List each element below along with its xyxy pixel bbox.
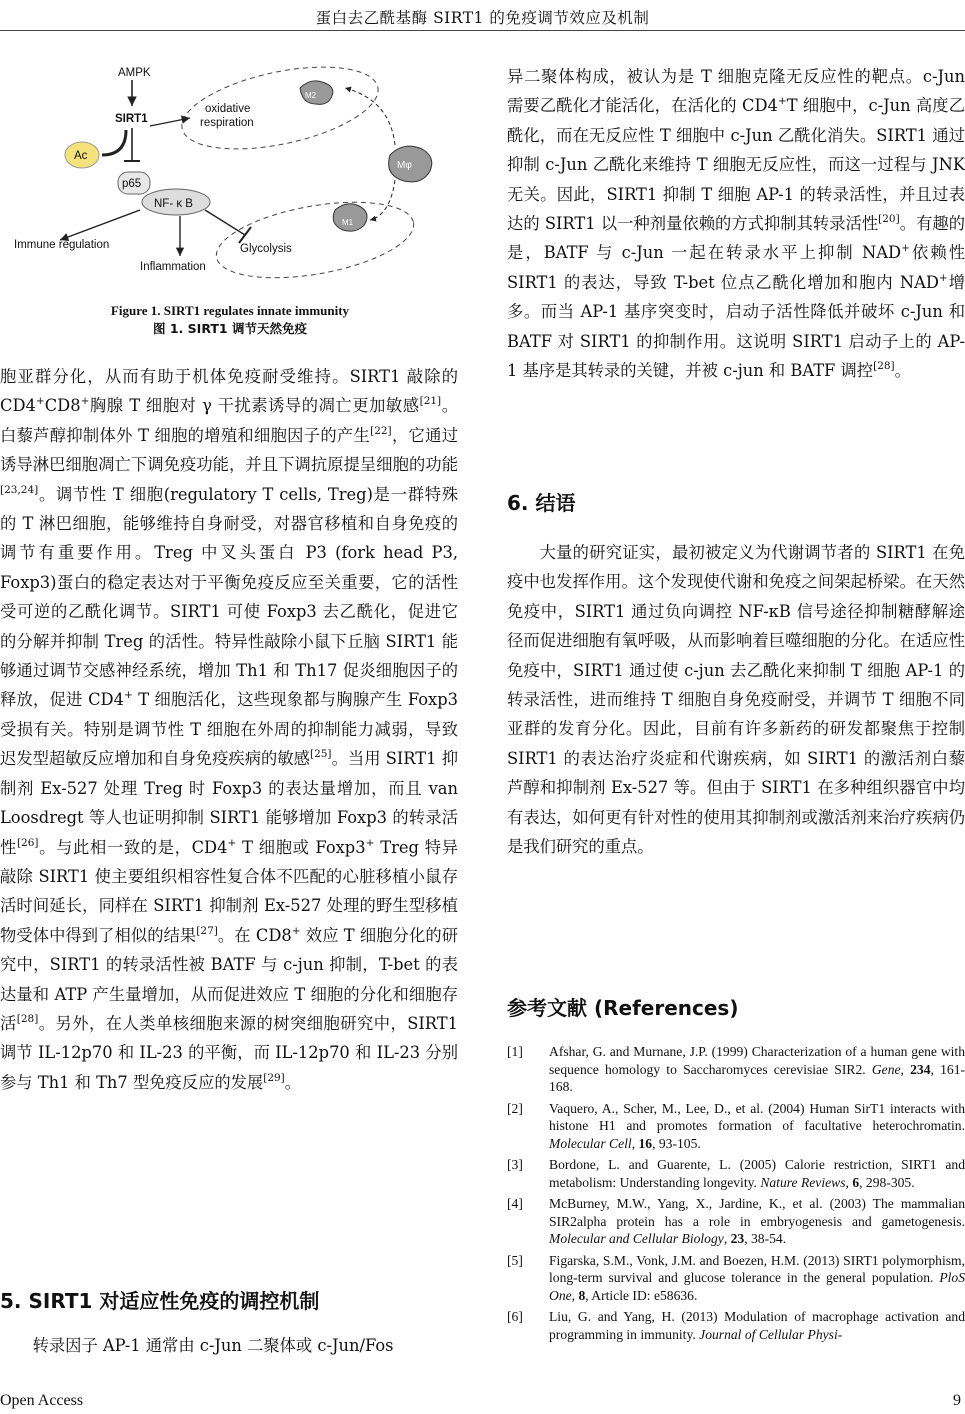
reference-item xyxy=(507,1043,965,1096)
reference-text: Bordone, L. and Guarente, L. (2005) Calorie restriction, SIRT1 and metabolism: Understanding longevity. Nature Reviews, 6, 298-305. xyxy=(549,1157,965,1190)
references-heading: 参考文献 (References) xyxy=(507,996,739,1020)
reference-item xyxy=(507,1252,965,1305)
label-respiration: respiration xyxy=(200,117,254,129)
label-immune-regulation: Immune regulation xyxy=(14,239,110,251)
reference-item xyxy=(507,1100,965,1153)
page-number: 9 xyxy=(953,1392,961,1409)
left-column-text xyxy=(0,362,458,1097)
label-ac: Ac xyxy=(74,150,88,162)
reference-text: McBurney, M.W., Yang, X., Jardine, K., et al. (2003) The mammalian SIR2alpha protein has a role in embryogenesis and gametogenesis. Molecular and Cellular Biology, 23, 38-54. xyxy=(549,1196,965,1246)
section-6-text xyxy=(507,538,965,861)
section-5-text xyxy=(0,1331,458,1360)
reference-text: Figarska, S.M., Vonk, J.M. and Boezen, H.M. (2013) SIRT1 polymorphism, long-term survival and glucose tolerance in the general population. PloS One, 8, Article ID: e58636. xyxy=(549,1252,965,1303)
reference-number: [3] xyxy=(507,1157,523,1172)
reference-item xyxy=(507,1156,965,1191)
section-5-heading: 5. SIRT1 对适应性免疫的调控机制 xyxy=(0,1289,320,1313)
label-glycolysis: Glycolysis xyxy=(240,243,292,255)
label-nfkb: NF- κ B xyxy=(154,198,193,210)
right-column-text xyxy=(507,62,965,385)
reference-text: Liu, G. and Yang, H. (2013) Modulation of macrophage activation and programming in immunity. Journal of Cellular Physi- xyxy=(549,1309,965,1342)
label-m1: M1 xyxy=(342,218,354,227)
section-5-paragraph: 转录因子 AP-1 通常由 c-Jun 二聚体或 c-Jun/Fos xyxy=(32,1336,394,1355)
caption-en: Figure 1. SIRT1 regulates innate immunity xyxy=(110,303,350,318)
reference-item xyxy=(507,1195,965,1248)
caption-zh: 图 1. SIRT1 调节天然免疫 xyxy=(153,321,307,336)
section-6-paragraph: 大量的研究证实，最初被定义为代谢调节者的 SIRT1 在免疫中也发挥作用。这个发现使代谢和免疫之间架起桥梁。在天然免疫中，SIRT1 通过负向调控 NF-κB 信号途径抑制糖酵解途径而促进细胞有氧呼吸，从而影响着巨噬细胞的分化。在适应性免疫中，SIRT1 通过使 c-jun 去乙酰化来抑制 T 细胞 AP-1 的转录活性，进而维持 T 细胞自身免疫耐受，并调节 T 细胞不同亚群的发育分化。因此，目前有许多新药的研发都聚焦于控制 SIRT1 的表达治疗炎症和代谢疾病，如 SIRT1 的激活剂白藜芦醇和抑制剂 Ex-527 等。但由于 SIRT1 在多种组织器官中均有表达，如何更有针对性的使用其抑制剂或激活剂来治疗疾病仍是我们研究的重点。 xyxy=(507,543,965,857)
left-paragraph: 胞亚群分化，从而有助于机体免疫耐受维持。SIRT1 敲除的 CD4+CD8+胸腺 T 细胞对 γ 干扰素诱导的凋亡更加敏感[21]。白藜芦醇抑制体外 T 细胞的增殖和细胞因子的产生[22]，它通过诱导淋巴细胞凋亡下调免疫功能，并且下调抗原提呈细胞的功能[23,24]。调节性 T 细胞(regulatory T cells, Treg)是一群特殊的 T 淋巴细胞，能够维持自身耐受，对器官移植和自身免疫的调节有重要作用。Treg 中叉头蛋白 P3 (fork head P3, Foxp3)蛋白的稳定表达对于平衡免疫反应至关重要，它的活性受可逆的乙酰化调节。SIRT1 可使 Foxp3 去乙酰化，促进它的分解并抑制 Treg 的活性。特异性敲除小鼠下丘脑 SIRT1 能够通过调节交感神经系统，增加 Th1 和 Th17 促炎细胞因子的释放，促进 CD4+ T 细胞活化，这些现象都与胸腺产生 Foxp3 受损有关。特别是调节性 T 细胞在外周的抑制能力减弱，导致迟发型超敏反应增加和自身免疫疾病的敏感[25]。当用 SIRT1 抑制剂 Ex-527 处理 Treg 时 Foxp3 的表达量增加，而且 van Loosdregt 等人也证明抑制 SIRT1 能够增加 Foxp3 的转录活性[26]。与此相一致的是，CD4+ T 细胞或 Foxp3+ Treg 特异敲除 SIRT1 使主要组织相容性复合体不匹配的心脏移植小鼠存活时间延长，同样在 SIRT1 抑制剂 Ex-527 处理的野生型移植物受体中得到了相似的结果[27]。在 CD8+ 效应 T 细胞分化的研究中，SIRT1 的转录活性被 BATF 与 c-jun 抑制，T-bet 的表达量和 ATP 产生量增加，从而促进效应 T 细胞的分化和细胞存活[28]。另外，在人类单核细胞来源的树突细胞研究中，SIRT1 调节 IL-12p70 和 IL-23 的平衡，而 IL-12p70 和 IL-23 分别参与 Th1 和 Th7 型免疫反应的发展[29]。 xyxy=(0,367,459,1092)
figure-caption xyxy=(0,302,460,338)
label-sirt1: SIRT1 xyxy=(115,113,148,125)
reference-number: [5] xyxy=(507,1252,523,1268)
running-header: 蛋白去乙酰基酶 SIRT1 的免疫调节效应及机制 xyxy=(315,9,650,27)
reference-number: [2] xyxy=(507,1100,523,1116)
label-inflammation: Inflammation xyxy=(140,261,206,273)
reference-number: [1] xyxy=(507,1044,523,1059)
label-ampk: AMPK xyxy=(118,67,151,79)
reference-number: [4] xyxy=(507,1196,523,1211)
reference-text: Vaquero, A., Scher, M., Lee, D., et al. (2004) Human SirT1 interacts with histone H1 and promotes formation of facultative heterochromatin. Molecular Cell, 16, 93-105. xyxy=(549,1100,965,1151)
label-mphi: Mφ xyxy=(397,160,412,171)
label-m2: M2 xyxy=(305,91,317,100)
footer-open-access: Open Access xyxy=(0,1392,84,1409)
header-rule xyxy=(0,30,965,31)
label-oxidative: oxidative xyxy=(205,103,251,115)
references-list xyxy=(507,1043,965,1347)
reference-number: [6] xyxy=(507,1309,523,1324)
figure-1-diagram xyxy=(0,60,460,300)
reference-text: Afshar, G. and Murnane, J.P. (1999) Characterization of a human gene with sequence homology to Saccharomyces cerevisiae SIR2. Gene, 234, 161-168. xyxy=(549,1044,965,1094)
label-p65: p65 xyxy=(122,178,142,190)
reference-item xyxy=(507,1308,965,1343)
right-paragraph: 异二聚体构成，被认为是 T 细胞克隆无反应性的靶点。c-Jun 需要乙酰化才能活化，在活化的 CD4+T 细胞中，c-Jun 高度乙酰化，而在无反应性 T 细胞中 c-Jun 乙酰化消失。SIRT1 通过抑制 c-Jun 乙酰化来维持 T 细胞无反应性，而这一过程与 JNK 无关。因此，SIRT1 抑制 T 细胞 AP-1 的转录活性，并且过表达的 SIRT1 以一种剂量依赖的方式抑制其转录活性[20]。有趣的是，BATF 与 c-Jun 一起在转录水平上抑制 NAD+依赖性 SIRT1 的表达，导致 T-bet 位点乙酰化增加和胞内 NAD+增多。而当 AP-1 基序突变时，启动子活性降低并破坏 c-Jun 和 BATF 对 SIRT1 的抑制作用。这说明 SIRT1 启动子上的 AP-1 基序是其转录的关键，并被 c-jun 和 BATF 调控[28]。 xyxy=(507,67,965,381)
section-6-heading: 6. 结语 xyxy=(507,491,576,515)
